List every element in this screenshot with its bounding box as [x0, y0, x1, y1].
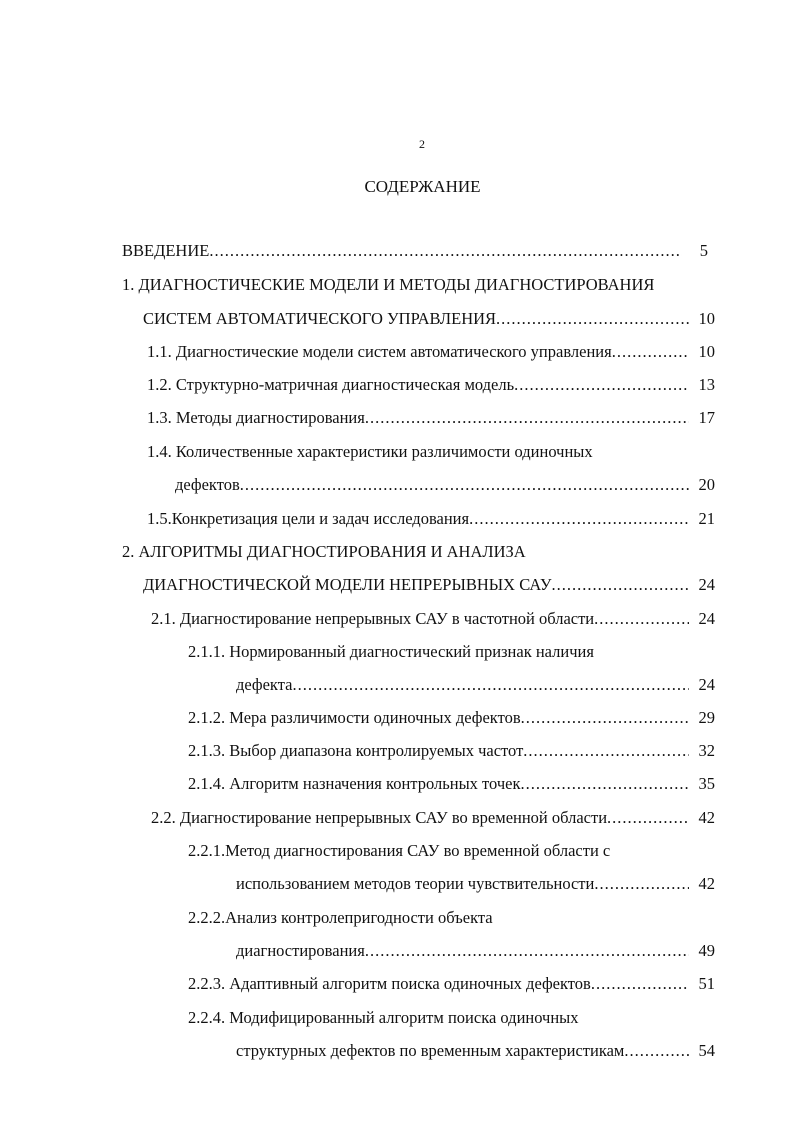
toc-entry-text: 2.2.3. Адаптивный алгоритм поиска одиночных дефектов: [188, 974, 591, 993]
toc-entry-1-3: [147, 407, 715, 429]
toc-entry-text: 1.1. Диагностические модели систем автоматического управления: [147, 342, 612, 361]
toc-entry-2-1-1: [236, 674, 715, 696]
toc-leader: [520, 773, 689, 795]
toc-entry-2-2-2-line-1: 2.2.2.Анализ контролепригодности объекта: [188, 908, 493, 927]
toc-page-number: 32: [698, 741, 715, 760]
toc-leader: [624, 1040, 689, 1062]
toc-entry-text: диагностирования: [236, 941, 365, 960]
toc-entry-text: структурных дефектов по временным характеристикам: [236, 1041, 625, 1060]
toc-leader: [365, 940, 689, 962]
toc-entry-text: 2.1.4. Алгоритм назначения контрольных точек: [188, 774, 521, 793]
toc-entry-text: 2.1.3. Выбор диапазона контролируемых частот: [188, 741, 524, 760]
toc-leader: [523, 740, 689, 762]
toc-page-number: 20: [698, 475, 715, 494]
toc-page-number: 54: [698, 1041, 715, 1060]
toc-entry-text: 2.1. Диагностирование непрерывных САУ в частотной области: [151, 609, 595, 628]
toc-page-number: 10: [698, 309, 715, 328]
toc-leader: [514, 374, 689, 396]
toc-entry-2-2: [151, 807, 715, 829]
toc-page-number: 42: [698, 808, 715, 827]
toc-leader: [591, 973, 689, 995]
toc-leader: [521, 707, 689, 729]
toc-entry-intro: [122, 240, 708, 262]
toc-chapter-1-line-1: 1. ДИАГНОСТИЧЕСКИЕ МОДЕЛИ И МЕТОДЫ ДИАГНОСТИРОВАНИЯ: [122, 275, 655, 294]
toc-entry-text: 1.2. Структурно-матричная диагностическая модель: [147, 375, 515, 394]
toc-entry-text: 1.5.Конкретизация цели и задач исследования: [147, 509, 470, 528]
toc-page-number: 42: [698, 874, 715, 893]
toc-entry-text: дефекта: [236, 675, 293, 694]
toc-leader: [240, 474, 689, 496]
toc-entry-text: ДИАГНОСТИЧЕСКОЙ МОДЕЛИ НЕПРЕРЫВНЫХ САУ: [143, 575, 552, 594]
toc-entry-2-2-4: [236, 1040, 715, 1062]
toc-entry-2-1-2: [188, 707, 715, 729]
toc-entry-text: ВВЕДЕНИЕ: [122, 241, 210, 260]
page-title: СОДЕРЖАНИЕ: [364, 177, 481, 196]
toc-page-number: 17: [698, 408, 715, 427]
toc-entry-2-1: [151, 608, 715, 630]
toc-entry-text: 1.3. Методы диагностирования: [147, 408, 365, 427]
toc-entry-text: 2.1.2. Мера различимости одиночных дефектов: [188, 708, 521, 727]
toc-entry-1-4: [175, 474, 715, 496]
toc-entry-2-2-4-line-1: 2.2.4. Модифицированный алгоритм поиска одиночных: [188, 1008, 579, 1027]
toc-leader: [594, 608, 689, 630]
toc-entry-1-2: [147, 374, 715, 396]
toc-page-number: 5: [699, 241, 708, 260]
toc-leader: [594, 873, 689, 895]
toc-entry-1-5: [147, 508, 715, 530]
toc-entry-2-1-3: [188, 740, 715, 762]
toc-entry-chapter-2: [143, 574, 715, 596]
toc-page-number: 35: [698, 774, 715, 793]
toc-leader: [209, 240, 682, 262]
toc-entry-text: СИСТЕМ АВТОМАТИЧЕСКОГО УПРАВЛЕНИЯ: [143, 309, 497, 328]
toc-leader: [365, 407, 689, 429]
toc-entry-chapter-1: [143, 308, 715, 330]
toc-page-number: 51: [698, 974, 715, 993]
toc-entry-text: дефектов: [175, 475, 240, 494]
toc-page-number: 24: [698, 575, 715, 594]
toc-page-number: 24: [698, 609, 715, 628]
toc-page-number: 29: [698, 708, 715, 727]
toc-entry-2-2-1-line-1: 2.2.1.Метод диагностирования САУ во временной области с: [188, 841, 611, 860]
toc-leader: [607, 807, 689, 829]
toc-entry-1-1: [147, 341, 715, 363]
page-number: 2: [419, 137, 425, 151]
toc-entry-2-2-2: [236, 940, 715, 962]
toc-page-number: 13: [698, 375, 715, 394]
toc-leader: [552, 574, 689, 596]
toc-page-number: 24: [698, 675, 715, 694]
toc-page-number: 21: [698, 509, 715, 528]
toc-leader: [496, 308, 689, 330]
toc-page-number: 49: [698, 941, 715, 960]
toc-entry-text: 2.2. Диагностирование непрерывных САУ во временной области: [151, 808, 608, 827]
toc-entry-2-2-3: [188, 973, 715, 995]
toc-leader: [612, 341, 689, 363]
toc-entry-2-1-4: [188, 773, 715, 795]
toc-entry-2-1-1-line-1: 2.1.1. Нормированный диагностический признак наличия: [188, 642, 594, 661]
toc-leader: [292, 674, 689, 696]
toc-page-number: 10: [698, 342, 715, 361]
toc-chapter-2-line-1: 2. АЛГОРИТМЫ ДИАГНОСТИРОВАНИЯ И АНАЛИЗА: [122, 542, 526, 561]
toc-entry-2-2-1: [236, 873, 715, 895]
toc-entry-text: использованием методов теории чувствительности: [236, 874, 595, 893]
toc-leader: [469, 508, 689, 530]
toc-entry-1-4-line-1: 1.4. Количественные характеристики различимости одиночных: [147, 442, 593, 461]
